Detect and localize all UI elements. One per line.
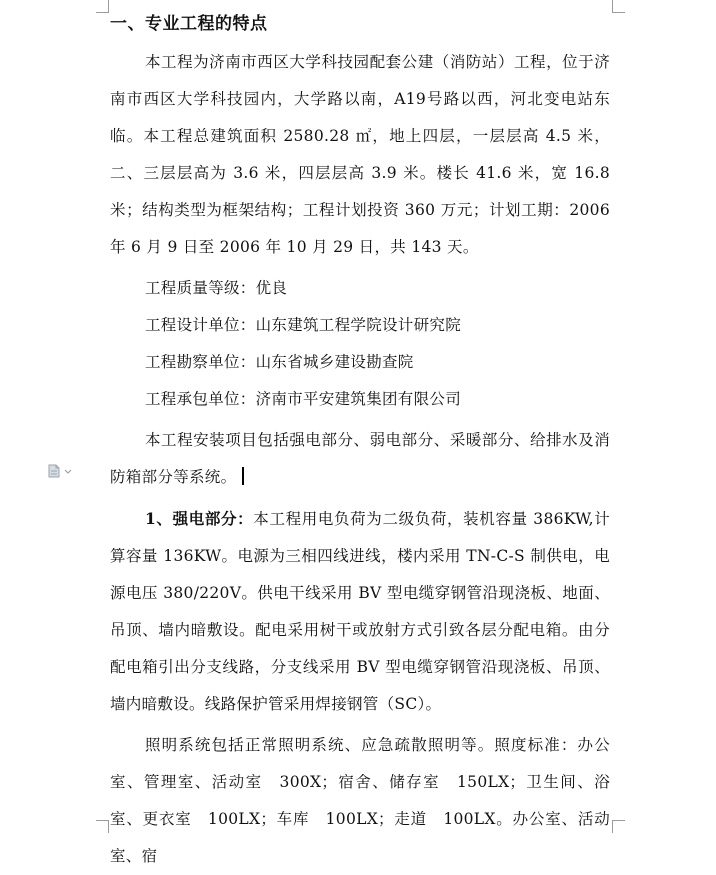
lighting-paragraph: 照明系统包括正常照明系统、应急疏散照明等。照度标准：办公室、管理室、活动室 300X；宿舍、储存室 150LX；卫生间、浴室、更衣室 100LX；车库 100LX；走道 100LX。办公室、活动室、宿 [110,736,610,865]
page-corner-mark [612,0,625,13]
design-unit-line: 工程设计单位：山东建筑工程学院设计研究院 [145,316,462,334]
document-body[interactable] [110,10,610,875]
survey-unit-line: 工程勘察单位：山东省城乡建设勘查院 [145,353,414,371]
page-corner-mark [96,0,109,13]
page-corner-mark [96,820,109,833]
document-icon[interactable] [47,464,75,478]
strong-current-body: 本工程用电负荷为二级负荷，装机容量 386KW,计算容量 136KW。电源为三相四线进线，楼内采用 TN-C-S 制供电，电源电压 380/220V。供电干线采用 BV 型电缆穿钢管沿现浇板、地面、吊顶、墙内暗敷设。配电采用树干或放射方式引致各层分配电箱。由分配电箱引出分支线路，分支线采用 BV 型电缆穿钢管沿现浇板、吊顶、墙内暗敷设。线路保护管采用焊接钢管（SC）。 [110,510,610,713]
strong-current-title: 1、强电部分： [145,509,254,528]
quality-grade-line: 工程质量等级：优良 [145,279,288,297]
page-corner-mark [612,820,625,833]
contractor-line: 工程承包单位：济南市平安建筑集团有限公司 [145,390,462,408]
install-items-paragraph [110,422,610,496]
text-cursor [242,467,244,485]
intro-paragraph: 本工程为济南市西区大学科技园配套公建（消防站）工程，位于济南市西区大学科技园内，大学路以南，A19号路以西，河北变电站东临。本工程总建筑面积 2580.28 ㎡，地上四层，一层层高 4.5 米，二、三层层高为 3.6 米，四层层高 3.9 米。楼长 41.6 米，宽 16.8 米；结构类型为框架结构；工程计划投资 360 万元；计划工期：2006 年 6 月 9 日至 2006 年 10 月 29 日，共 143 天。 [110,53,610,256]
install-items-text: 本工程安装项目包括强电部分、弱电部分、采暖部分、给排水及消防箱部分等系统。 [110,431,610,486]
strong-current-paragraph [110,500,610,723]
section-heading: 一、专业工程的特点 [110,14,268,34]
